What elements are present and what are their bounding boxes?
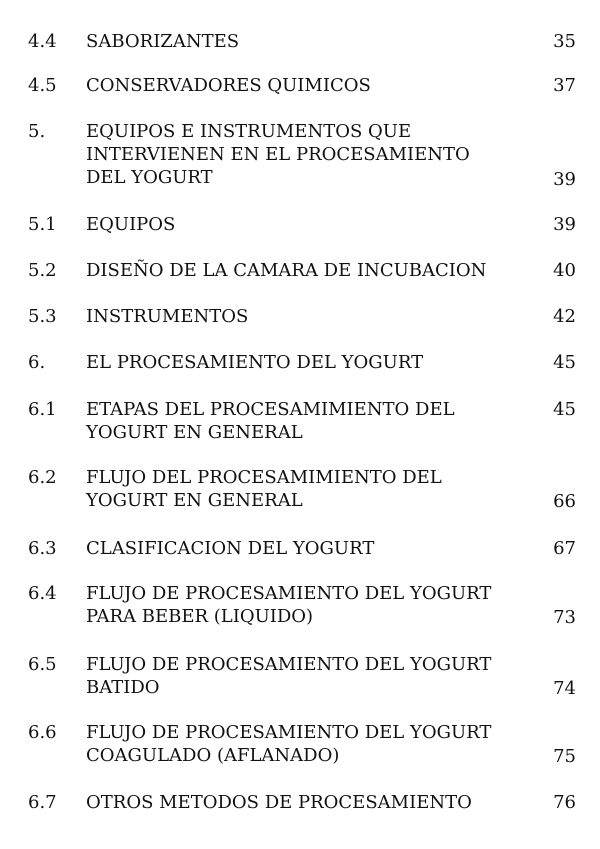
toc-entry-number: 6.5 <box>28 654 57 675</box>
toc-entry-page: 42 <box>553 306 576 327</box>
toc-entry-page: 39 <box>553 169 576 190</box>
toc-entry-title: CLASIFICACION DEL YOGURT <box>86 538 375 559</box>
toc-entry-title: FLUJO DEL PROCESAMIMIENTO DEL YOGURT EN GENERAL <box>86 467 442 511</box>
toc-entry-number: 4.5 <box>28 75 57 96</box>
toc-entry-title: FLUJO DE PROCESAMIENTO DEL YOGURT COAGULADO (AFLANADO) <box>86 722 492 766</box>
toc-entry-title: INSTRUMENTOS <box>86 306 249 327</box>
toc-entry-page: 35 <box>553 31 576 52</box>
toc-entry-number: 6.2 <box>28 467 57 488</box>
toc-entry-page: 67 <box>553 538 576 559</box>
toc-entry-title: EQUIPOS E INSTRUMENTOS QUE INTERVIENEN EN EL PROCESAMIENTO DEL YOGURT <box>86 121 470 188</box>
toc-entry-number: 6. <box>28 352 46 373</box>
toc-entry-page: 75 <box>553 746 576 767</box>
toc-entry-page: 37 <box>553 75 576 96</box>
toc-entry-number: 5.3 <box>28 306 57 327</box>
toc-entry-number: 6.3 <box>28 538 57 559</box>
toc-entry-page: 66 <box>553 491 576 512</box>
toc-entry-number: 6.1 <box>28 399 57 420</box>
toc-entry-number: 5.1 <box>28 214 57 235</box>
toc-entry-number: 4.4 <box>28 31 57 52</box>
toc-entry-number: 6.4 <box>28 583 57 604</box>
toc-entry-page: 73 <box>553 607 576 628</box>
toc-entry-page: 40 <box>553 260 576 281</box>
toc-entry-number: 5. <box>28 121 46 142</box>
toc-entry-title: SABORIZANTES <box>86 31 240 52</box>
toc-entry-page: 76 <box>553 792 576 813</box>
toc-entry-number: 6.7 <box>28 792 57 813</box>
toc-entry-page: 39 <box>553 214 576 235</box>
toc-entry-title: ETAPAS DEL PROCESAMIMIENTO DEL YOGURT EN GENERAL <box>86 399 455 443</box>
toc-entry-page: 45 <box>553 352 576 373</box>
toc-entry-title: EQUIPOS <box>86 214 176 235</box>
toc-entry-number: 6.6 <box>28 722 57 743</box>
toc-entry-page: 74 <box>553 678 576 699</box>
toc-entry-page: 45 <box>553 399 576 420</box>
toc-entry-title: OTROS METODOS DE PROCESAMIENTO <box>86 792 472 813</box>
toc-entry-title: EL PROCESAMIENTO DEL YOGURT <box>86 352 424 373</box>
toc-entry-title: CONSERVADORES QUIMICOS <box>86 75 371 96</box>
toc-entry-title: FLUJO DE PROCESAMIENTO DEL YOGURT BATIDO <box>86 654 492 698</box>
toc-entry-title: FLUJO DE PROCESAMIENTO DEL YOGURT PARA BEBER (LIQUIDO) <box>86 583 492 627</box>
toc-entry-title: DISEÑO DE LA CAMARA DE INCUBACION <box>86 260 487 281</box>
toc-entry-number: 5.2 <box>28 260 57 281</box>
